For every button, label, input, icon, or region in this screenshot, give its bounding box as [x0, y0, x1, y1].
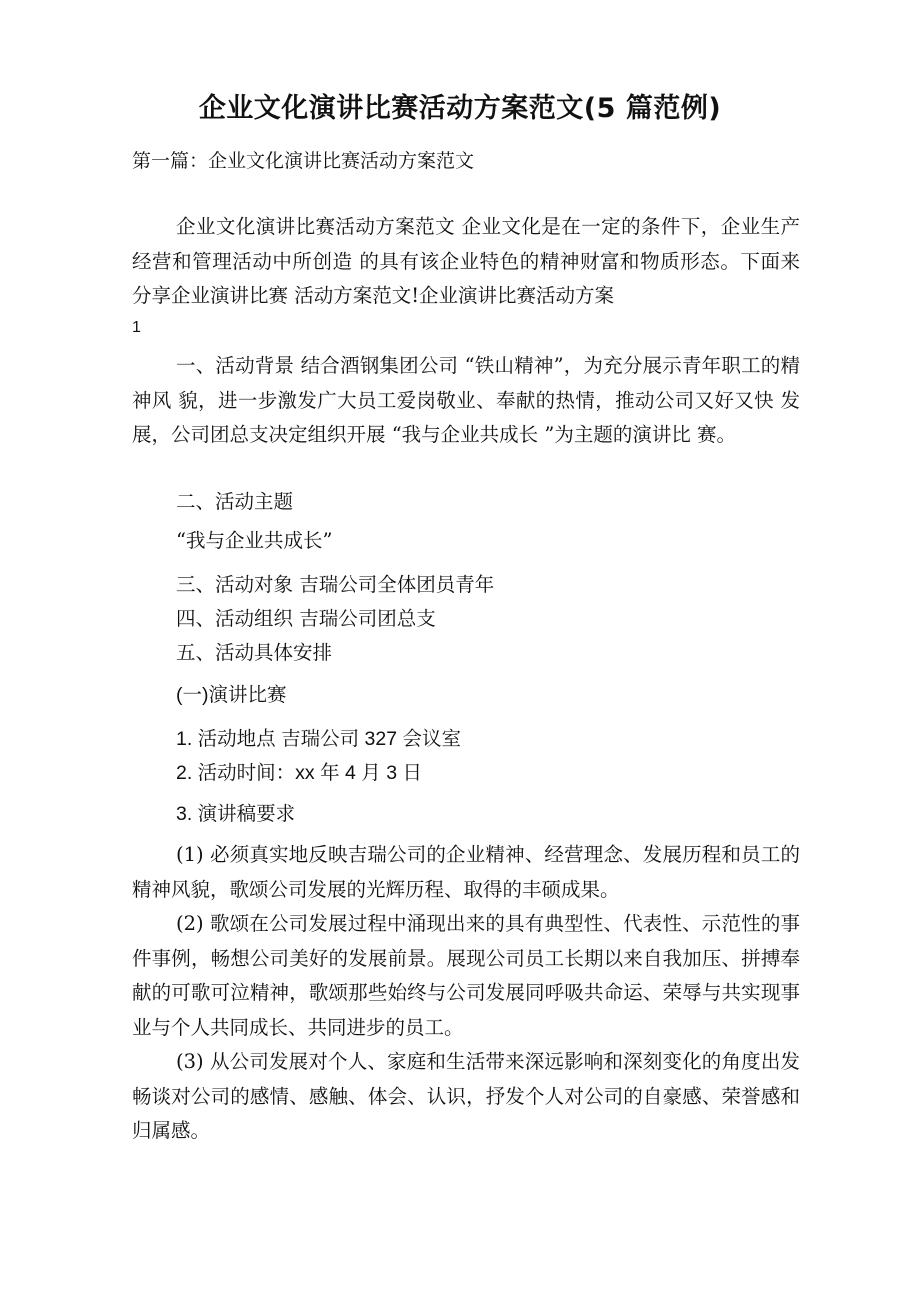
background-paragraph: 一、活动背景 结合酒钢集团公司 “铁山精神”，为充分展示青年职工的精神风 貌，进一步激发广大员工爱岗敬业、奉献的热情，推动公司又好又快 发展，公司团总支决定组织开展 “我与企业共成长 ”为主题的演讲比 赛。: [132, 354, 800, 446]
requirement-1: (1) 必须真实地反映吉瑞公司的企业精神、经营理念、发展历程和员工的精神风貌，歌颂公司发展的光辉历程、取得的丰硕成果。: [132, 843, 800, 901]
requirements-heading: 3. 演讲稿要求: [176, 803, 296, 825]
contest-heading: (一)演讲比赛: [176, 684, 287, 706]
theme-heading: 二、活动主题: [176, 490, 294, 513]
requirement-2: (2) 歌颂在公司发展过程中涌现出来的具有典型性、代表性、示范性的事件事例，畅想公司美好的发展前景。展现公司员工长期以来自我加压、拼搏奉献的可歌可泣精神，歌颂那些始终与公司发展同呼吸共命运、荣辱与共实现事业与个人共同成长、共同进步的员工。: [132, 912, 800, 1039]
theme-text: “我与企业共成长”: [176, 529, 333, 552]
target-line: 三、活动对象 吉瑞公司全体团员青年: [176, 573, 495, 596]
requirement-3: (3) 从公司发展对个人、家庭和生活带来深远影响和深刻变化的角度出发畅谈对公司的感情、感触、体会、认识，抒发个人对公司的自豪感、荣誉感和归属感。: [132, 1050, 800, 1142]
document-title: 企业文化演讲比赛活动方案范文(5 篇范例): [198, 93, 722, 124]
location-line: 1. 活动地点 吉瑞公司 327 会议室: [176, 728, 461, 750]
organizer-line: 四、活动组织 吉瑞公司团总支: [176, 607, 436, 630]
intro-paragraph: 企业文化演讲比赛活动方案范文 企业文化是在一定的条件下，企业生产经营和管理活动中所创造 的具有该企业特色的精神财富和物质形态。下面来分享企业演讲比赛 活动方案范文!企业演讲比赛活动方案: [132, 215, 800, 307]
schedule-heading: 五、活动具体安排: [176, 641, 333, 664]
time-line: 2. 活动时间：xx 年 4 月 3 日: [176, 762, 422, 784]
section-subtitle: 第一篇：企业文化演讲比赛活动方案范文: [132, 150, 475, 172]
intro-number: 1: [132, 319, 141, 336]
